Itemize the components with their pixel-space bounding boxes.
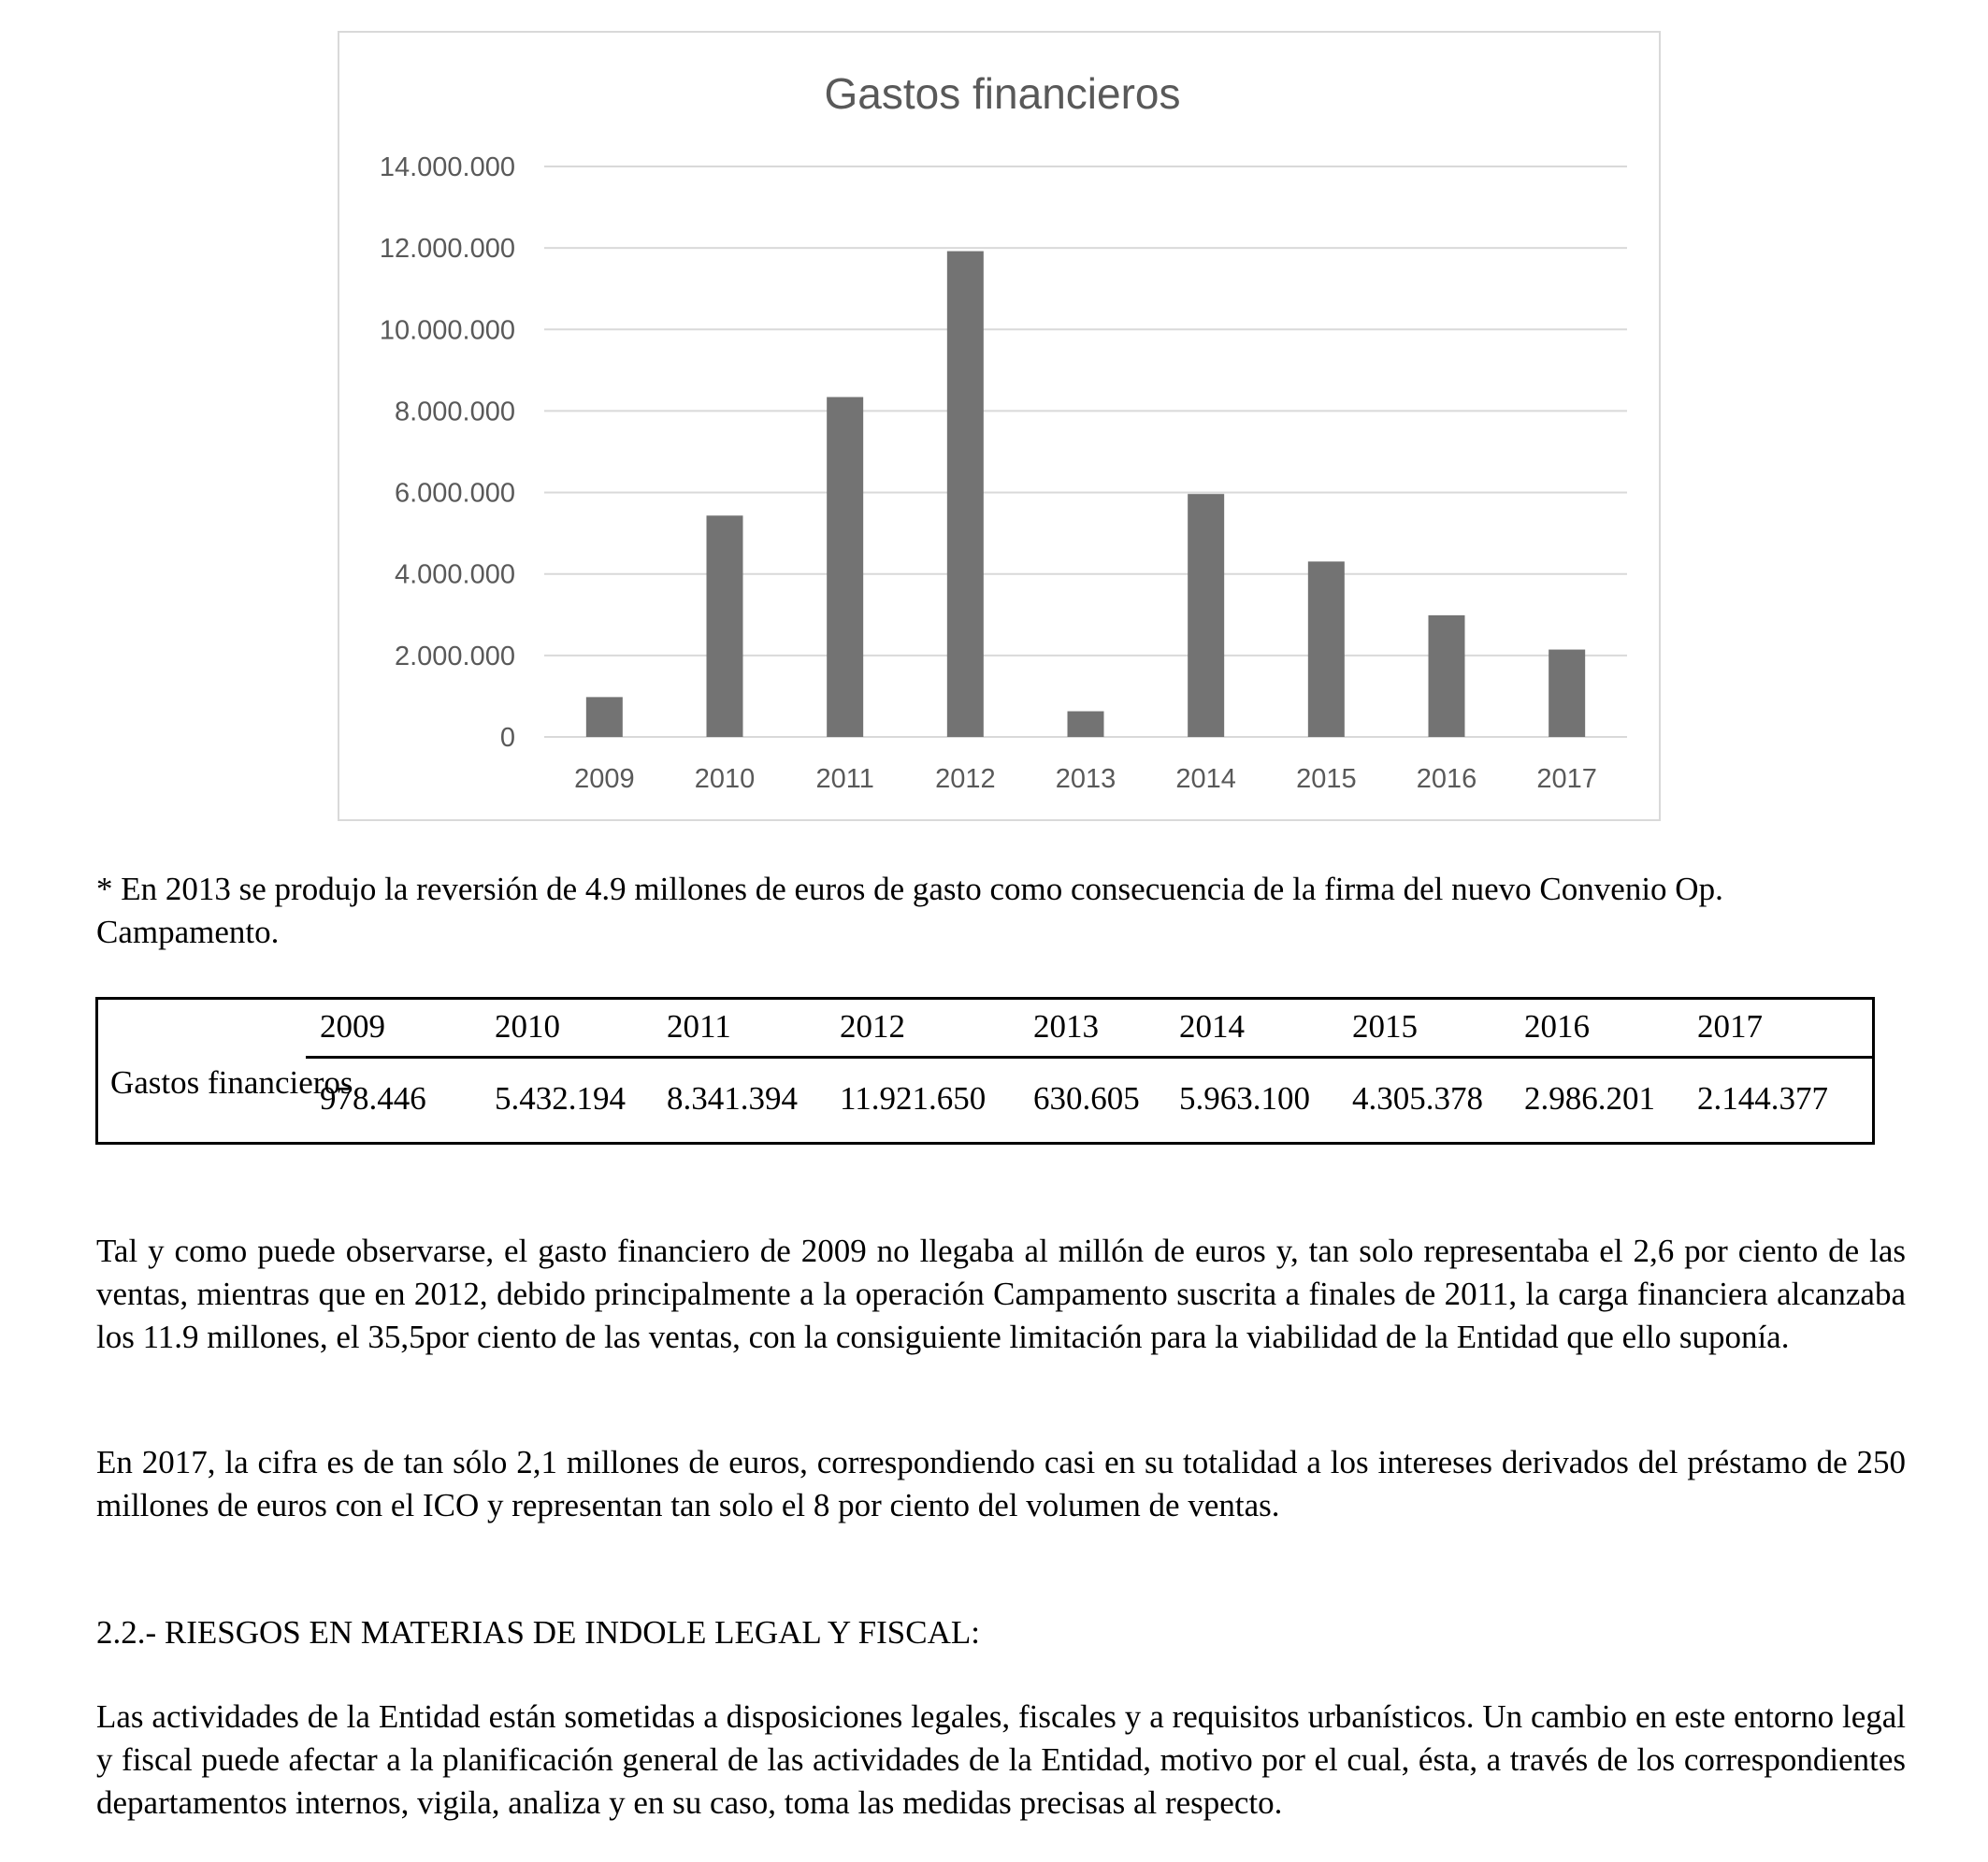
x-tick-label: 2010 [694, 764, 756, 794]
x-tick-label: 2016 [1416, 764, 1477, 794]
table-header-year: 2017 [1697, 1008, 1763, 1045]
table-header-year: 2013 [1033, 1008, 1099, 1045]
table-header-year: 2009 [320, 1008, 385, 1045]
table-header-year: 2011 [667, 1008, 731, 1045]
bar [1429, 615, 1465, 737]
x-tick-label: 2015 [1296, 764, 1357, 794]
bar [1188, 494, 1224, 737]
data-table [95, 997, 1875, 1145]
section-paragraph: Las actividades de la Entidad están sometidas a disposiciones legales, fiscales y a requisitos urbanísticos. Un cambio en este entorno legal y fiscal puede afectar a la planificación general de las actividades de la Entidad, motivo por el cual, ésta, a través de los correspondientes departamentos internos, vigila, analiza y en su caso, toma las medidas precisas al respecto. [96, 1698, 1906, 1821]
table-header-year: 2014 [1179, 1008, 1245, 1045]
table-cell-value: 11.921.650 [840, 1080, 987, 1117]
table-header-divider [306, 1056, 1872, 1059]
table-cell-value: 5.432.194 [495, 1080, 626, 1117]
table-cell-value: 630.605 [1033, 1080, 1140, 1117]
analysis-paragraph: En 2017, la cifra es de tan sólo 2,1 millones de euros, correspondiendo casi en su totalidad a los intereses derivados del préstamo de 250 millones de euros con el ICO y representan tan solo el 8 por ciento del volumen de ventas. [96, 1444, 1906, 1523]
y-tick-label: 4.000.000 [394, 559, 515, 590]
y-tick-label: 0 [499, 723, 515, 753]
table-header-year: 2012 [840, 1008, 905, 1045]
bar [707, 515, 743, 737]
y-tick-label: 2.000.000 [394, 641, 515, 671]
analysis-paragraph: Tal y como puede observarse, el gasto financiero de 2009 no llegaba al millón de euros y, tan solo representaba el 2,6 por ciento de las ventas, mientras que en 2012, debido principalmente a la operación Campamento suscrita a finales de 2011, la carga financiera alcanzaba los 11.9 millones, el 35,5por ciento de las ventas, con la consiguiente limitación para la viabilidad de la Entidad que ello suponía. [96, 1233, 1906, 1355]
table-cell-value: 2.144.377 [1697, 1080, 1828, 1117]
table-cell-value: 978.446 [320, 1080, 426, 1117]
table-cell-value: 2.986.201 [1524, 1080, 1655, 1117]
y-tick-label: 10.000.000 [379, 315, 515, 346]
bar [827, 397, 863, 737]
bar [1308, 561, 1345, 737]
table-cell-value: 8.341.394 [667, 1080, 798, 1117]
x-tick-label: 2013 [1055, 764, 1116, 794]
chart-container [338, 31, 1661, 821]
table-header-year: 2015 [1352, 1008, 1418, 1045]
y-tick-label: 12.000.000 [379, 234, 515, 265]
table-cell-value: 4.305.378 [1352, 1080, 1483, 1117]
bar-chart [339, 33, 1659, 819]
x-tick-label: 2009 [574, 764, 635, 794]
bar [1549, 650, 1585, 737]
y-tick-label: 14.000.000 [379, 152, 515, 182]
x-tick-label: 2011 [815, 764, 874, 794]
y-tick-label: 8.000.000 [394, 397, 515, 427]
y-tick-label: 6.000.000 [394, 478, 515, 509]
table-header-year: 2016 [1524, 1008, 1590, 1045]
chart-title: Gastos financieros [824, 69, 1181, 118]
section-heading: 2.2.- RIESGOS EN MATERIAS DE INDOLE LEGAL Y FISCAL: [96, 1614, 980, 1651]
table-header-year: 2010 [495, 1008, 560, 1045]
bar [586, 697, 623, 737]
x-tick-label: 2017 [1536, 764, 1597, 794]
bar [1068, 712, 1104, 737]
table-row-label: Gastos financieros [110, 1064, 353, 1101]
bar [947, 252, 984, 737]
x-tick-label: 2014 [1175, 764, 1236, 794]
table-cell-value: 5.963.100 [1179, 1080, 1310, 1117]
x-tick-label: 2012 [935, 764, 996, 794]
chart-footnote: * En 2013 se produjo la reversión de 4.9 millones de euros de gasto como consecuencia de la firma del nuevo Convenio Op. Campamento. [96, 871, 1723, 950]
